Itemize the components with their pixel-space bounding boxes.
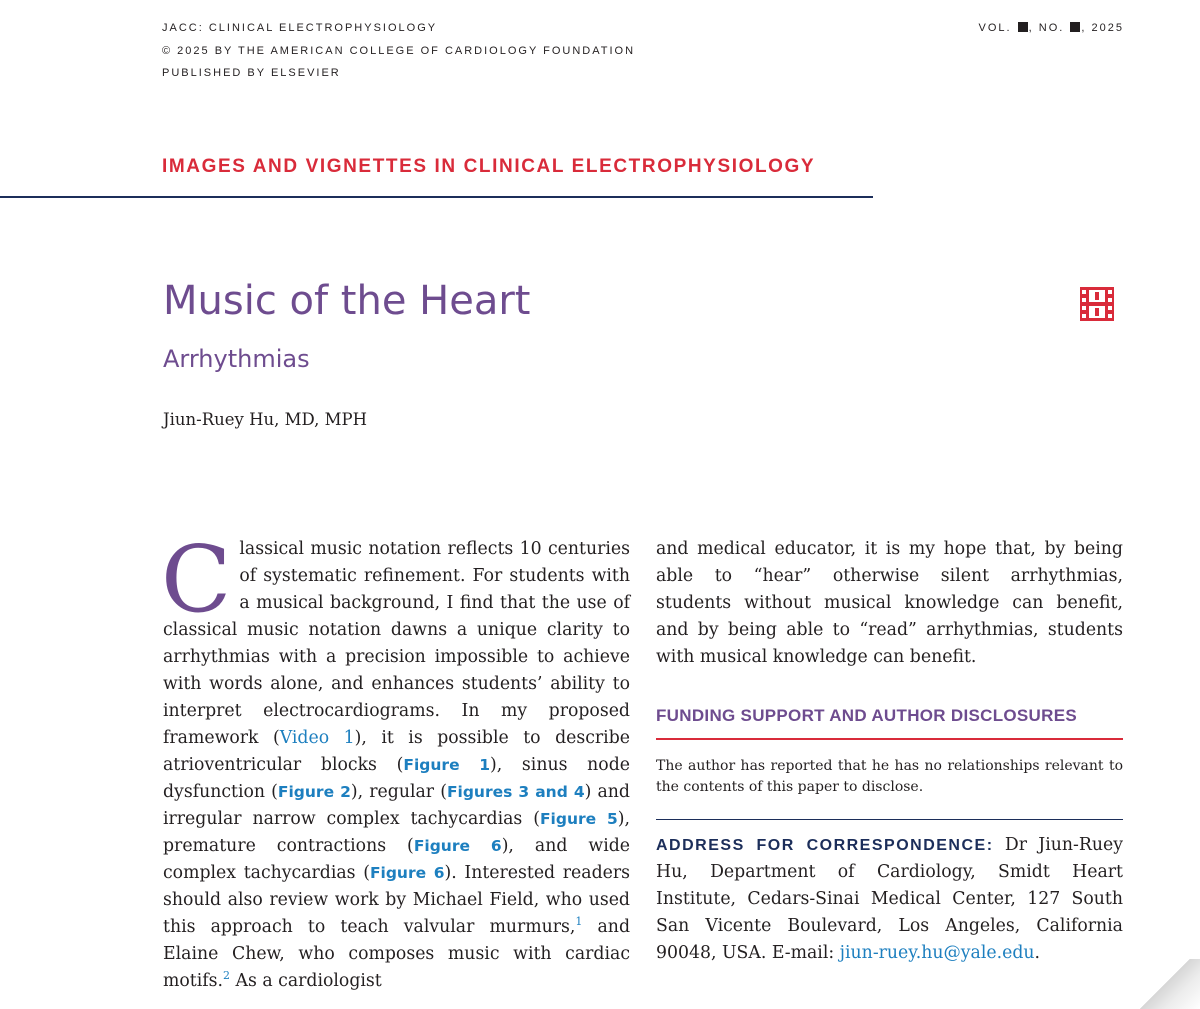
body-text: ) and irregular narrow complex tachycardias ( bbox=[163, 782, 630, 829]
correspondence-block bbox=[656, 832, 1123, 967]
figure-6-link[interactable]: Figure 6 bbox=[413, 837, 502, 855]
body-text: ), sinus node dysfunction ( bbox=[163, 755, 630, 802]
funding-text: The author has reported that he has no relationships relevant to the contents of this paper to disclose. bbox=[656, 758, 1123, 795]
reference-2-link[interactable]: 2 bbox=[223, 969, 231, 983]
body-text: ). Interested readers should also review work by Michael Field, who used this approach to teach valvular murmurs, bbox=[163, 863, 630, 937]
section-label: IMAGES AND VIGNETTES IN CLINICAL ELECTROPHYSIOLOGY bbox=[162, 156, 816, 177]
publisher-line: PUBLISHED BY ELSEVIER bbox=[162, 67, 341, 79]
video-1-link[interactable]: Video 1 bbox=[279, 728, 355, 748]
figure-1-link[interactable]: Figure 1 bbox=[403, 756, 490, 774]
article-subtitle: Arrhythmias bbox=[163, 345, 310, 373]
copyright-line: © 2025 BY THE AMERICAN COLLEGE OF CARDIOLOGY FOUNDATION bbox=[162, 45, 636, 57]
figure-2-link[interactable]: Figure 2 bbox=[277, 783, 351, 801]
body-right-column: and medical educator, it is my hope that, by being able to “hear” otherwise silent arrhythmias, students without musical knowledge can benefit, and by being able to “read” arrhythmias, students with musical knowledge can benefit. bbox=[656, 539, 1123, 667]
no-label: , NO. bbox=[1028, 22, 1065, 34]
body-left-column bbox=[161, 526, 631, 995]
figure-6-link[interactable]: Figure 6 bbox=[369, 864, 445, 882]
body-text: and Elaine Chew, who composes music with cardiac motifs. bbox=[163, 917, 631, 991]
figures-3-4-link[interactable]: Figures 3 and 4 bbox=[446, 783, 585, 801]
journal-name: JACC: CLINICAL ELECTROPHYSIOLOGY bbox=[162, 22, 438, 34]
video-film-icon[interactable] bbox=[1080, 287, 1114, 321]
email-link[interactable]: jiun-ruey.hu@yale.edu bbox=[839, 943, 1035, 963]
funding-divider bbox=[656, 738, 1123, 740]
body-text: As a cardiologist bbox=[230, 971, 382, 991]
body-text: ), regular ( bbox=[350, 782, 447, 802]
correspondence-divider bbox=[656, 819, 1123, 820]
body-text: lassical music notation reflects 10 centuries of systematic refinement. For students with a musical background, I find that the use of classical music notation dawns a unique clarity to arrhythmias with a precision impossible to achieve with words alone, and enhances students’ ability to interpret electrocardiograms. In my proposed framework ( bbox=[163, 539, 630, 748]
no-placeholder bbox=[1070, 22, 1080, 32]
body-text: ), premature contractions ( bbox=[163, 809, 631, 856]
vol-label: VOL. bbox=[978, 22, 1012, 34]
page-curl bbox=[1130, 959, 1200, 1009]
drop-cap: C bbox=[161, 526, 232, 633]
volume-info bbox=[979, 22, 1124, 34]
correspondence-text: Dr Jiun-Ruey Hu, Department of Cardiology, Smidt Heart Institute, Cedars-Sinai Medical Center, 127 South San Vicente Boulevard, Los Angeles, California 90048, USA. E-mail: bbox=[656, 835, 1123, 963]
figure-5-link[interactable]: Figure 5 bbox=[539, 810, 618, 828]
body-text: ), and wide complex tachycardias ( bbox=[163, 836, 631, 883]
funding-heading: FUNDING SUPPORT AND AUTHOR DISCLOSURES bbox=[656, 706, 1077, 725]
reference-1-link[interactable]: 1 bbox=[575, 915, 583, 929]
year-label: , 2025 bbox=[1081, 22, 1124, 34]
article-title: Music of the Heart bbox=[163, 278, 531, 324]
author-name: Jiun-Ruey Hu, MD, MPH bbox=[163, 410, 368, 429]
correspondence-end: . bbox=[1034, 943, 1041, 963]
body-text: ), it is possible to describe atrioventricular blocks ( bbox=[163, 728, 630, 775]
section-divider bbox=[0, 196, 873, 198]
correspondence-heading: ADDRESS FOR CORRESPONDENCE: bbox=[656, 837, 994, 854]
vol-placeholder bbox=[1018, 22, 1028, 32]
